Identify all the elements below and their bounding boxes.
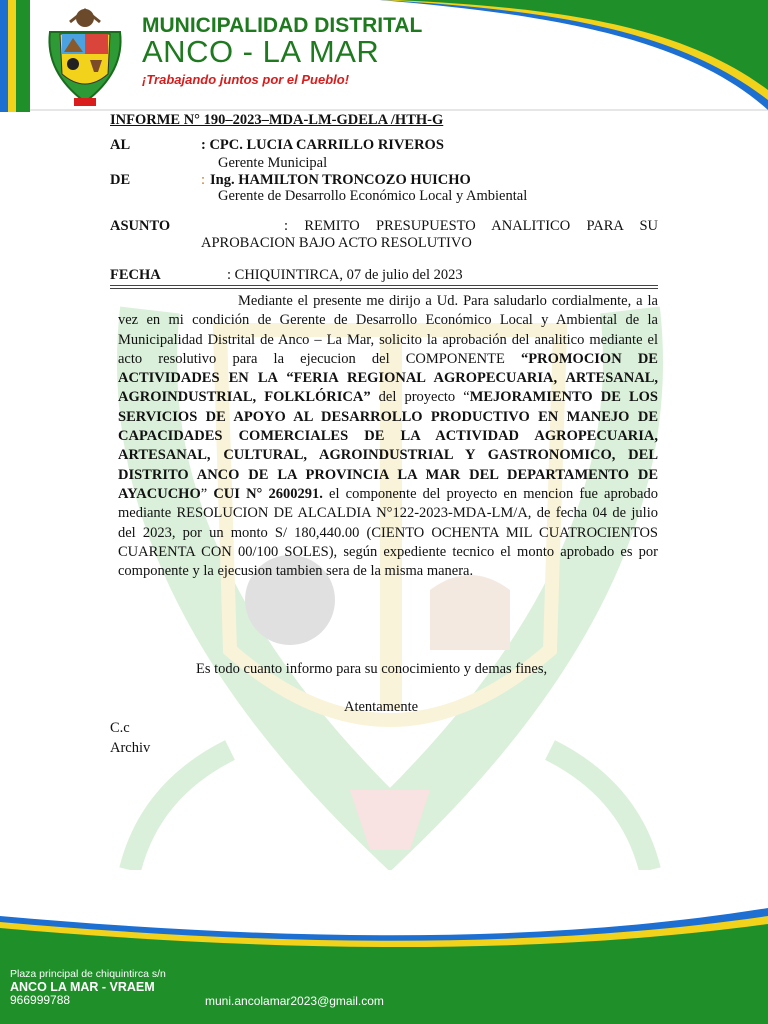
component-name: “PROMOCION DE ACTIVIDADES EN LA “FERIA REGIONAL AGROPECUARIA, ARTESANAL, AGROINDUSTRIAL, FOLKLÓRICA” — [118, 350, 658, 406]
divider-line — [110, 285, 658, 286]
letterhead-footer — [0, 908, 768, 1024]
divider-line — [110, 288, 658, 289]
copy-list — [110, 718, 150, 758]
letterhead-header — [0, 0, 768, 112]
body-text-1: Mediante el presente me dirijo a Ud. Para saludarlo cordialmente, a la vez en mi condición de Gerente de Desarrollo Económico Local y Ambiental de la Municipalidad Distrital de Anco – La Mar, solicito la aprobación del analitico mediante el acto resolutivo para la ejecucion del COMPONENTE — [118, 293, 658, 367]
to-name: : CPC. LUCIA CARRILLO RIVEROS — [201, 137, 444, 153]
body-text-2: del proyecto “ — [370, 389, 470, 406]
archive-label: Archiv — [110, 740, 151, 756]
subject-label: ASUNTO — [110, 218, 171, 234]
project-name: MEJORAMIENTO DE LOS SERVICIOS DE APOYO AL DESARROLLO PRODUCTIVO EN MANEJO DE CAPACIDADES COMERCIALES DE LA ACTIVIDAD AGROPECUARIA, ARTESANAL, CULTURAL, AGROINDUSTRIAL Y GASTRONOMICO, DEL DISTRITO ANCO DE LA PROVINCIA LA MAR DEL DEPARTAMENTO DE AYACUCHO — [118, 389, 658, 502]
cui-number: CUI N° 2600291. — [213, 485, 323, 502]
date-value: : CHIQUINTIRCA, 07 de julio del 2023 — [227, 267, 463, 283]
from-label: DE — [110, 172, 131, 188]
footer-phone: 966999788 — [10, 993, 71, 1007]
municipal-crest-icon — [40, 2, 130, 112]
footer-email[interactable]: muni.ancolamar2023@gmail.com — [205, 994, 384, 1008]
to-label: AL — [110, 137, 131, 153]
from-title: Gerente de Desarrollo Económico Local y Ambiental — [218, 188, 528, 204]
footer-address: Plaza principal de chiquintirca s/n — [10, 968, 166, 980]
footer-place: ANCO LA MAR - VRAEM — [10, 980, 155, 994]
closing-line: Es todo cuanto informo para su conocimiento y demas fines, — [196, 661, 548, 677]
cc-label: C.c — [110, 720, 130, 736]
body-text-3: ” — [200, 485, 214, 502]
from-name: Ing. HAMILTON TRONCOZO HUICHO — [210, 172, 471, 188]
footer-decorative-bands — [0, 908, 768, 1024]
report-reference: INFORME N° 190–2023–MDA-LM-GDELA /HTH-G — [110, 112, 444, 128]
body-paragraph — [118, 292, 658, 581]
regards: Atentamente — [344, 699, 419, 715]
to-title: Gerente Municipal — [218, 155, 328, 171]
org-name-line1: MUNICIPALIDAD DISTRITAL — [142, 14, 423, 37]
body-text-4: el componente del proyecto en mencion fue aprobado mediante RESOLUCION DE ALCALDIA N°122-2023-MDA-LM/A, de fecha 04 de julio del 2023, por un monto S/ 180,440.00 (CIENTO OCHENTA MIL CUATROCIENTOS CUARENTA CON 00/100 SOLES), según expediente tecnico el monto aprobado es por componente y la ejecusion tambien sera de la misma manera. — [118, 485, 658, 580]
slogan: ¡Trabajando juntos por el Pueblo! — [142, 72, 350, 87]
date-label: FECHA — [110, 267, 161, 283]
from-colon: : — [201, 172, 206, 188]
org-name-line2: ANCO - LA MAR — [142, 34, 380, 69]
subject-line2: APROBACION BAJO ACTO RESOLUTIVO — [201, 235, 472, 251]
subject-line1: : REMITO PRESUPUESTO ANALITICO PARA SU — [284, 218, 658, 234]
